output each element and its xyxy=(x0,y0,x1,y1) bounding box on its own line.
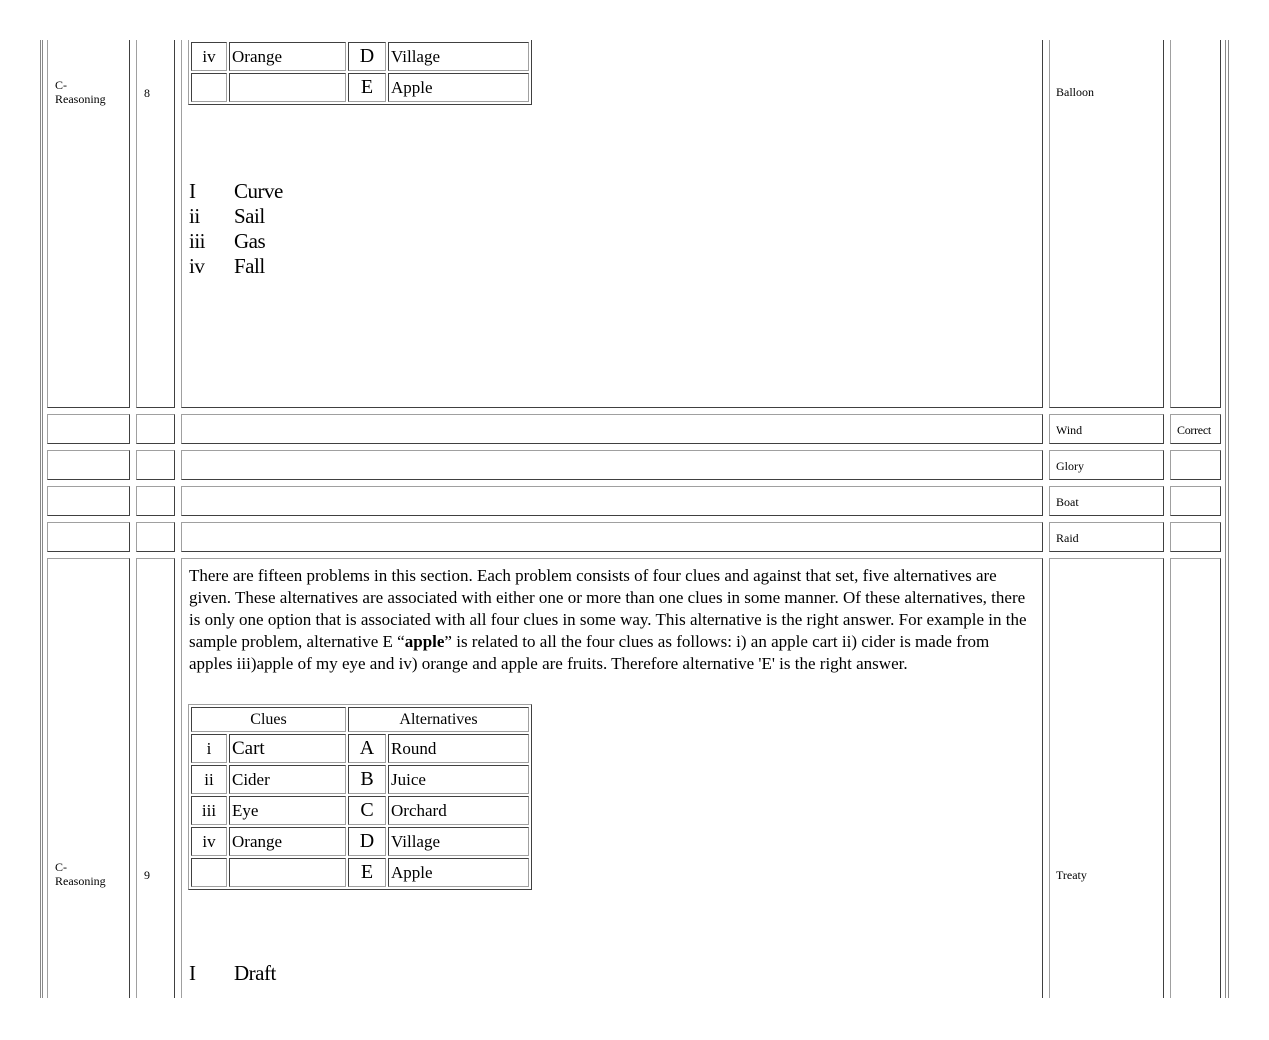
clue-text: Eye xyxy=(229,796,346,825)
question-cell xyxy=(181,522,1043,552)
item-number: ii xyxy=(189,204,200,228)
alternative-letter: A xyxy=(348,734,386,763)
answer-cell xyxy=(1049,522,1164,552)
answer-cell xyxy=(1049,558,1164,998)
answer-cell xyxy=(1049,40,1164,408)
category-cell xyxy=(47,486,130,516)
table-row xyxy=(191,858,529,887)
table-border-right-inner xyxy=(1228,40,1229,998)
question-number: 8 xyxy=(144,86,150,100)
category-cell xyxy=(47,522,130,552)
number-cell xyxy=(136,450,175,480)
item-number: I xyxy=(189,179,196,203)
number-cell xyxy=(136,486,175,516)
status-cell xyxy=(1170,486,1221,516)
number-cell xyxy=(136,414,175,444)
item-number: I xyxy=(189,961,196,985)
table-row xyxy=(191,765,529,794)
item-word: Draft xyxy=(234,961,276,985)
alternative-text: Apple xyxy=(388,858,529,887)
alternative-letter: E xyxy=(348,858,386,887)
instructions-text: There are fifteen problems in this section. Each problem consists of four clues and against that set, five alternatives are given. These alternatives are associated with either one or more than one clues in some manner. Of these alternatives, there is only one option that is associated with all four clues in some way. This alternative is the right answer. For example in the sample problem, alternative E “ xyxy=(189,566,1027,651)
answer-option: Glory xyxy=(1056,459,1084,473)
question-cell xyxy=(181,486,1043,516)
category-label: C- Reasoning xyxy=(55,78,106,106)
alternative-letter: D xyxy=(348,42,386,71)
clue-text: Cider xyxy=(229,765,346,794)
clue-text: Orange xyxy=(229,827,346,856)
answer-cell xyxy=(1049,486,1164,516)
table-border-right xyxy=(1225,40,1226,998)
table-border-left-inner xyxy=(42,40,43,998)
clue-number: iv xyxy=(191,42,227,71)
alternatives-header: Alternatives xyxy=(348,707,529,732)
item-number: iv xyxy=(189,254,205,278)
clue-number xyxy=(191,73,227,102)
number-cell xyxy=(136,558,175,998)
table-row xyxy=(191,827,529,856)
clue-text: Orange xyxy=(229,42,346,71)
word-list xyxy=(189,179,283,279)
alternative-text: Apple xyxy=(388,73,529,102)
item-word: Fall xyxy=(234,254,265,278)
alternative-text: Juice xyxy=(388,765,529,794)
item-number: iii xyxy=(189,229,206,253)
item-word: Gas xyxy=(234,229,266,253)
clue-number: ii xyxy=(191,765,227,794)
clue-number: iii xyxy=(191,796,227,825)
clues-header: Clues xyxy=(191,707,346,732)
alternative-letter: E xyxy=(348,73,386,102)
alternative-text: Village xyxy=(388,827,529,856)
table-row xyxy=(191,734,529,763)
category-cell xyxy=(47,558,130,998)
clue-number: i xyxy=(191,734,227,763)
table-row xyxy=(191,42,529,71)
table-row xyxy=(191,73,529,102)
answer-option: Balloon xyxy=(1056,85,1094,99)
clue-text xyxy=(229,858,346,887)
alternative-text: Round xyxy=(388,734,529,763)
answer-cell xyxy=(1049,450,1164,480)
list-item xyxy=(189,254,283,279)
number-cell xyxy=(136,40,175,408)
word-list xyxy=(189,961,276,986)
question-cell xyxy=(181,414,1043,444)
list-item xyxy=(189,961,276,986)
status-cell xyxy=(1170,414,1221,444)
clue-number: iv xyxy=(191,827,227,856)
answer-cell xyxy=(1049,414,1164,444)
clue-text: Cart xyxy=(229,734,346,763)
item-word: Curve xyxy=(234,179,283,203)
answer-option: Boat xyxy=(1056,495,1079,509)
alternative-text: Orchard xyxy=(388,796,529,825)
list-item xyxy=(189,229,283,254)
clue-text xyxy=(229,73,346,102)
category-cell xyxy=(47,40,130,408)
alternative-text: Village xyxy=(388,42,529,71)
alternative-letter: B xyxy=(348,765,386,794)
item-word: Sail xyxy=(234,204,265,228)
answer-option: Treaty xyxy=(1056,868,1087,882)
category-cell xyxy=(47,450,130,480)
question-cell xyxy=(181,450,1043,480)
clues-table xyxy=(188,704,532,890)
answer-option: Wind xyxy=(1056,423,1083,437)
status-cell xyxy=(1170,522,1221,552)
number-cell xyxy=(136,522,175,552)
list-item xyxy=(189,204,283,229)
instructions-paragraph xyxy=(189,565,1035,675)
category-label: C- Reasoning xyxy=(55,860,106,888)
status-cell xyxy=(1170,450,1221,480)
category-cell xyxy=(47,414,130,444)
answer-option: Raid xyxy=(1056,531,1079,545)
instructions-keyword: apple xyxy=(404,632,445,651)
status-cell xyxy=(1170,40,1221,408)
alternative-letter: D xyxy=(348,827,386,856)
status-label: Correct xyxy=(1177,423,1211,437)
table-header-row xyxy=(191,707,529,732)
clues-table xyxy=(188,40,532,105)
list-item xyxy=(189,179,283,204)
instructions-text: ” is related to all the four clues as follows: i) an apple cart ii) cider is made from apples iii)apple of my eye and iv) orange and apple are fruits. Therefore alternative 'E' is the right answer. xyxy=(189,632,990,673)
clue-number xyxy=(191,858,227,887)
table-row xyxy=(191,796,529,825)
alternative-letter: C xyxy=(348,796,386,825)
table-border-left xyxy=(40,40,41,998)
status-cell xyxy=(1170,558,1221,998)
question-number: 9 xyxy=(144,868,150,882)
